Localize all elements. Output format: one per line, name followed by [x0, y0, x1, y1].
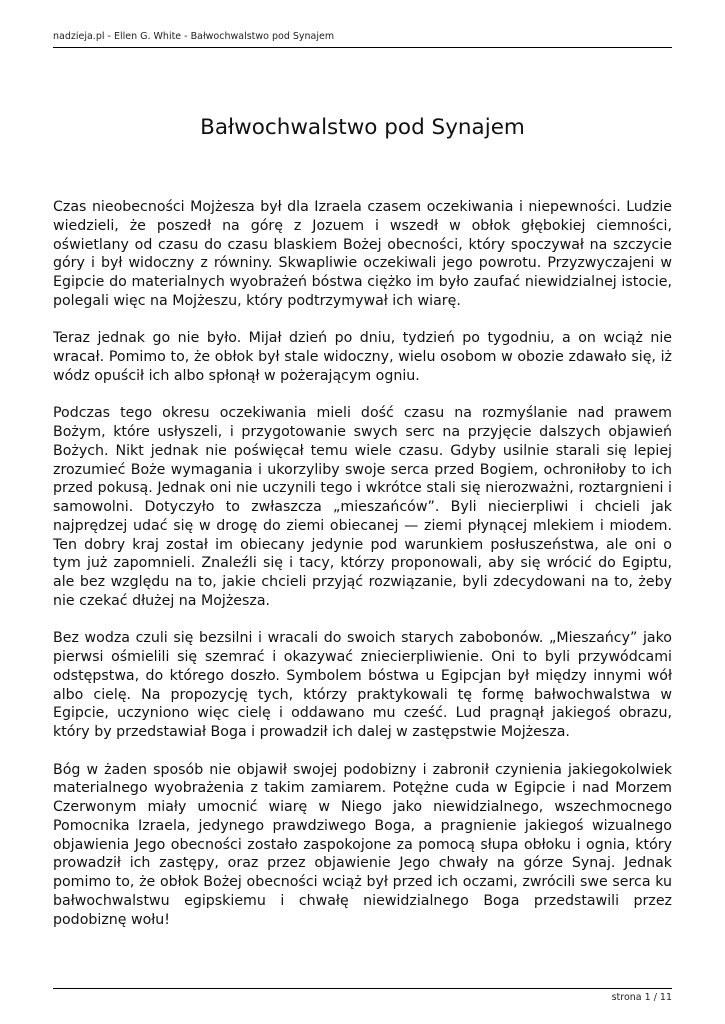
- page-header: [53, 31, 672, 48]
- document-body: [53, 198, 672, 948]
- paragraph-1: Czas nieobecności Mojżesza był dla Izraela czasem oczekiwania i niepewności. Ludzie wiedzieli, że poszedł na górę z Jozuem i wszedł w obłok głębokiej ciemności, oświetlany od czasu do czasu blaskiem Bożej obecności, który spoczywał na szczycie góry i był widoczny z równiny. Skwapliwie oczekiwali jego powrotu. Przyzwyczajeni w Egipcie do materialnych wyobrażeń bóstwa ciężko im było zaufać niewidzialnej istocie, polegali więc na Mojżeszu, który podtrzymywał ich wiarę.: [53, 199, 672, 309]
- page-footer: [53, 988, 672, 1003]
- paragraph-2: Teraz jednak go nie było. Mijał dzień po dniu, tydzień po tygodniu, a on wciąż nie wracał. Pomimo to, że obłok był stale widoczny, wielu osobom w obozie zdawało się, iż wódz opuścił ich albo spłonął w pożerającym ogniu.: [53, 330, 672, 384]
- paragraph-4: Bez wodza czuli się bezsilni i wracali do swoich starych zabobonów. „Mieszańcy” jako pierwsi ośmielili się szemrać i okazywać zniecierpliwienie. Oni to byli przywódcami odstępstwa, do którego doszło. Symbolem bóstwa u Egipcjan był między innymi wół albo cielę. Na propozycję tych, którzy praktykowali tę formę bałwochwalstwa w Egipcie, uczyniono więc cielę i oddawano mu cześć. Lud pragnął jakiegoś obrazu, który by przedstawiał Boga i prowadził ich dalej w zastępstwie Mojżesza.: [53, 630, 672, 740]
- header-text: nadzieja.pl - Ellen G. White - Bałwochwalstwo pod Synajem: [53, 31, 335, 42]
- paragraph-5: Bóg w żaden sposób nie objawił swojej podobizny i zabronił czynienia jakiegokolwiek materialnego wyobrażenia z takim zamiarem. Potężne cuda w Egipcie i nad Morzem Czerwonym miały umocnić wiarę w Niego jako niewidzialnego, wszechmocnego Pomocnika Izraela, jedynego prawdziwego Boga, a pragnienie jakiegoś wizualnego objawienia Jego obecności zostało zaspokojone za pomocą słupa obłoku i ognia, który prowadził ich zastępy, oraz przez objawienie Jego chwały na górze Synaj. Jednak pomimo to, że obłok Bożej obecności wciąż był przed ich oczami, zwrócili swe serca ku bałwochwalstwu egipskiemu i chwałę niewidzialnego Boga przedstawili przez podobiznę wołu!: [53, 761, 672, 928]
- document-title: Bałwochwalstwo pod Synajem: [200, 115, 525, 140]
- paragraph-3: Podczas tego okresu oczekiwania mieli dość czasu na rozmyślanie nad prawem Bożym, które usłyszeli, i przygotowanie swych serc na przyjęcie dalszych objawień Bożych. Nikt jednak nie poświęcał temu wiele czasu. Gdyby usilnie starali się lepiej zrozumieć Boże wymagania i ukorzyliby swoje serca przed Bogiem, ochroniłoby to ich przed pokusą. Jednak oni nie uczynili tego i wkrótce stali się nierozważni, roztargnieni i samowolni. Dotyczyło to zwłaszcza „mieszańców”. Byli niecierpliwi i chcieli jak najprędzej udać się w drogę do ziemi obiecanej — ziemi płynącej mlekiem i miodem. Ten dobry kraj został im obiecany jedynie pod warunkiem posłuszeństwa, ale oni o tym już zapomnieli. Znaleźli się i tacy, którzy proponowali, aby się wrócić do Egiptu, ale bez względu na to, jakie chcieli przyjąć rozwiązanie, byli zdecydowani na to, żeby nie czekać dłużej na Mojżesza.: [53, 405, 672, 609]
- page-number: strona 1 / 11: [611, 992, 672, 1003]
